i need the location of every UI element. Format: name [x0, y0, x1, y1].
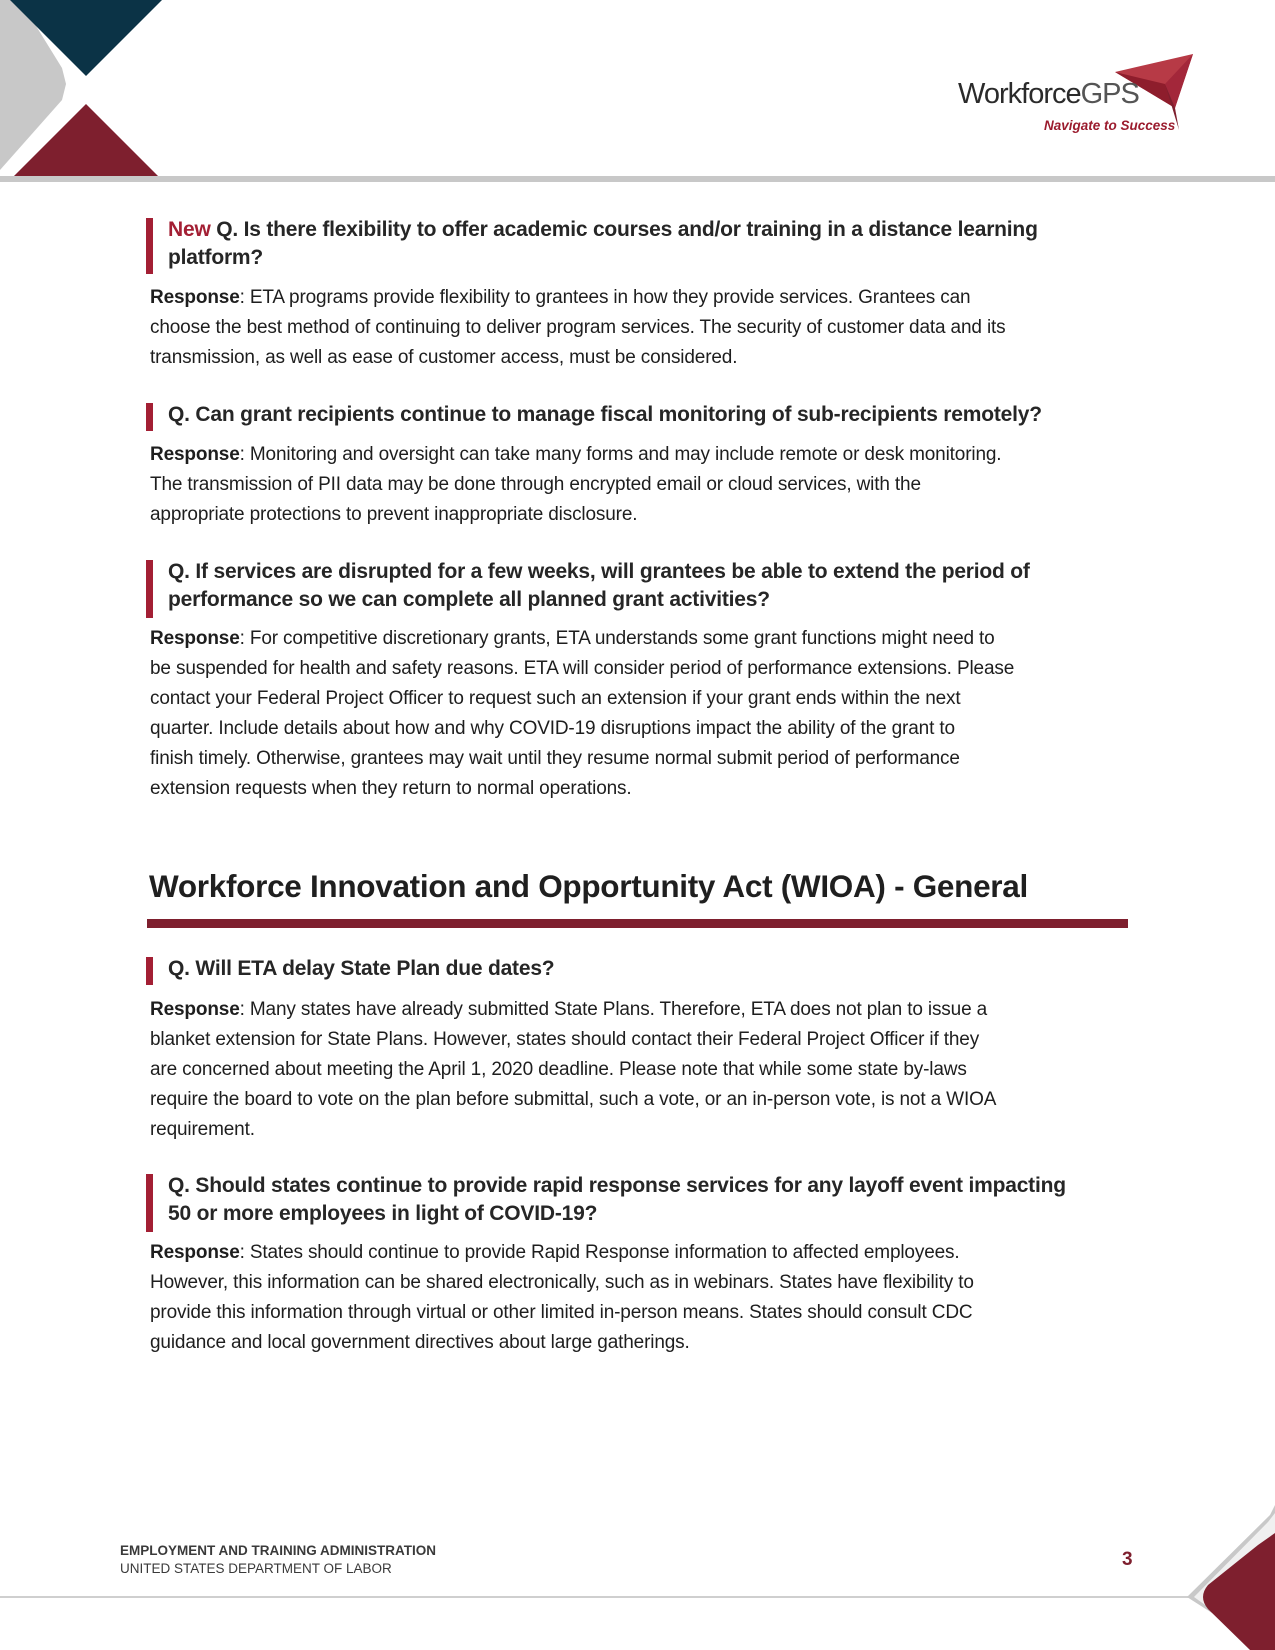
question-line: Q. Should states continue to provide rapid response services for any layoff event impacting	[168, 1174, 1066, 1197]
response-line: : Monitoring and oversight can take many forms and may include remote or desk monitoring.	[239, 444, 1002, 465]
question-text	[168, 1172, 1126, 1228]
page-number: 3	[1122, 1549, 1133, 1570]
header-divider	[0, 176, 1275, 182]
footer-department: UNITED STATES DEPARTMENT OF LABOR	[120, 1561, 392, 1576]
question-line: platform?	[168, 246, 264, 269]
response-line: : Many states have already submitted State Plans. Therefore, ETA does not plan to issue a	[239, 999, 988, 1020]
question-line: Q. If services are disrupted for a few weeks, will grantees be able to extend the period of	[168, 560, 1030, 583]
response-label: Response	[150, 1242, 240, 1263]
question-text	[168, 955, 1126, 983]
question-text	[168, 216, 1126, 272]
question-text	[168, 558, 1126, 614]
response-line: : States should continue to provide Rapid Response information to affected employees.	[239, 1242, 960, 1263]
question-line: Q. Will ETA delay State Plan due dates?	[168, 957, 555, 980]
logo-wordmark	[958, 78, 1139, 111]
question-accent-bar	[146, 560, 153, 618]
response-line: blanket extension for State Plans. However, states should contact their Federal Project Officer if they	[150, 1029, 980, 1050]
logo-word-gps: GPS	[1080, 78, 1139, 110]
question-line: Q. Can grant recipients continue to manage fiscal monitoring of sub-recipients remotely?	[168, 403, 1042, 426]
response-label: Response	[150, 628, 240, 649]
response-label: Response	[150, 999, 240, 1020]
footer-divider	[0, 1596, 1190, 1598]
response-line: transmission, as well as ease of customer access, must be considered.	[150, 347, 738, 368]
response-paragraph	[150, 440, 1130, 530]
response-label: Response	[150, 287, 240, 308]
corner-decoration-bottom-icon	[1180, 1505, 1275, 1650]
response-line: extension requests when they return to normal operations.	[150, 778, 632, 799]
response-label: Response	[150, 444, 240, 465]
question-block	[146, 1172, 1126, 1228]
response-line: be suspended for health and safety reasons. ETA will consider period of performance extensions. Please	[150, 658, 1015, 679]
question-text	[168, 401, 1126, 429]
question-block	[146, 955, 1126, 983]
response-line: : For competitive discretionary grants, ETA understands some grant functions might need to	[239, 628, 995, 649]
corner-decoration-icon	[0, 0, 170, 180]
workforcegps-logo	[955, 50, 1195, 140]
response-paragraph	[150, 995, 1130, 1145]
question-line: Q. Is there flexibility to offer academic courses and/or training in a distance learning	[216, 218, 1038, 241]
response-paragraph	[150, 283, 1130, 373]
response-line: The transmission of PII data may be done through encrypted email or cloud services, with the	[150, 474, 921, 495]
question-line: performance so we can complete all planned grant activities?	[168, 588, 770, 611]
new-badge: New	[168, 218, 211, 241]
question-line: 50 or more employees in light of COVID-19?	[168, 1202, 598, 1225]
response-line: choose the best method of continuing to deliver program services. The security of customer data and its	[150, 317, 1006, 338]
response-line: finish timely. Otherwise, grantees may wait until they resume normal submit period of performance	[150, 748, 960, 769]
response-line: However, this information can be shared electronically, such as in webinars. States have flexibility to	[150, 1272, 974, 1293]
response-line: require the board to vote on the plan before submittal, such a vote, or an in-person vote, is not a WIOA	[150, 1089, 997, 1110]
response-line: : ETA programs provide flexibility to grantees in how they provide services. Grantees can	[239, 287, 971, 308]
response-line: contact your Federal Project Officer to request such an extension if your grant ends within the next	[150, 688, 961, 709]
logo-word-workforce: Workforce	[958, 78, 1081, 110]
question-block	[146, 558, 1126, 614]
question-accent-bar	[146, 403, 153, 431]
footer-org-name: EMPLOYMENT AND TRAINING ADMINISTRATION	[120, 1543, 436, 1558]
response-line: guidance and local government directives about large gatherings.	[150, 1332, 690, 1353]
response-line: appropriate protections to prevent inappropriate disclosure.	[150, 504, 638, 525]
response-line: quarter. Include details about how and why COVID-19 disruptions impact the ability of the grant to	[150, 718, 955, 739]
question-block	[146, 401, 1126, 429]
response-line: are concerned about meeting the April 1, 2020 deadline. Please note that while some state by-laws	[150, 1059, 967, 1080]
response-paragraph	[150, 1238, 1130, 1358]
logo-tagline: Navigate to Success	[1044, 118, 1176, 133]
question-accent-bar	[146, 1174, 153, 1232]
response-line: requirement.	[150, 1119, 255, 1140]
response-line: provide this information through virtual or other limited in-person means. States should consult CDC	[150, 1302, 973, 1323]
question-block	[146, 216, 1126, 272]
question-accent-bar	[146, 957, 153, 985]
section-heading-underline	[147, 919, 1128, 928]
section-heading: Workforce Innovation and Opportunity Act (WIOA) - General	[149, 868, 1028, 904]
response-paragraph	[150, 624, 1130, 804]
question-accent-bar	[146, 218, 153, 274]
